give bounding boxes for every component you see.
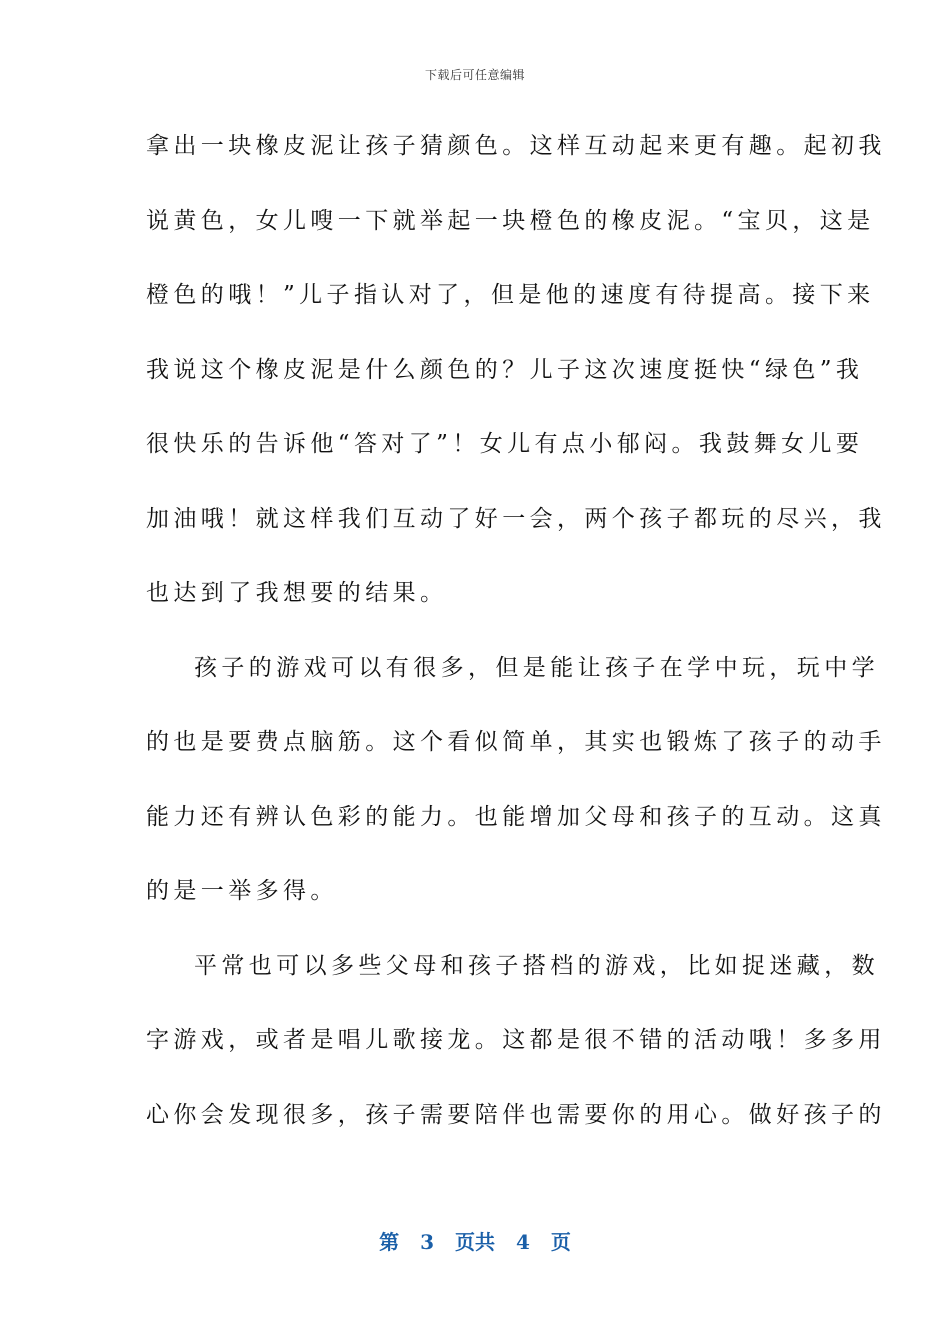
- text-line: 的也是要费点脑筋。这个看似简单，其实也锻炼了孩子的动手: [146, 729, 886, 755]
- text-line: 孩子的游戏可以有很多，但是能让孩子在学中玩，玩中学: [194, 654, 879, 681]
- text-line: 的是一举多得。: [146, 878, 338, 904]
- text-line: 拿出一块橡皮泥让孩子猜颜色。这样互动起来更有趣。起初我: [146, 133, 886, 159]
- text-line: 字游戏，或者是唱儿歌接龙。这都是很不错的活动哦！多多用: [146, 1027, 886, 1053]
- document-body: [146, 126, 886, 1169]
- footer-total-pages: 4: [515, 1230, 530, 1254]
- text-line: 说黄色，女儿嗖一下就举起一块橙色的橡皮泥。“宝贝，这是: [146, 207, 875, 234]
- header-note: 下载后可任意编辑: [424, 68, 525, 82]
- footer-current-page: 3: [420, 1230, 435, 1254]
- footer-prefix: 第: [379, 1230, 400, 1254]
- text-line: 心你会发现很多，孩子需要陪伴也需要你的用心。做好孩子的: [146, 1101, 886, 1128]
- footer-middle: 页共: [455, 1230, 495, 1254]
- text-line: 很快乐的告诉他“答对了”！女儿有点小郁闷。我鼓舞女儿要: [146, 431, 864, 457]
- text-line: 我说这个橡皮泥是什么颜色的？儿子这次速度挺快“绿色”我: [146, 356, 864, 383]
- text-line: 加油哦！就这样我们互动了好一会，两个孩子都玩的尽兴，我: [146, 505, 886, 532]
- text-line: 平常也可以多些父母和孩子搭档的游戏，比如捉迷藏，数: [194, 952, 879, 979]
- page-footer: [0, 1226, 950, 1255]
- text-line: 能力还有辨认色彩的能力。也能增加父母和孩子的互动。这真: [146, 803, 886, 830]
- text-line: 橙色的哦！”儿子指认对了，但是他的速度有待提高。接下来: [146, 282, 875, 308]
- text-line: 也达到了我想要的结果。: [146, 580, 448, 606]
- footer-suffix: 页: [550, 1230, 571, 1254]
